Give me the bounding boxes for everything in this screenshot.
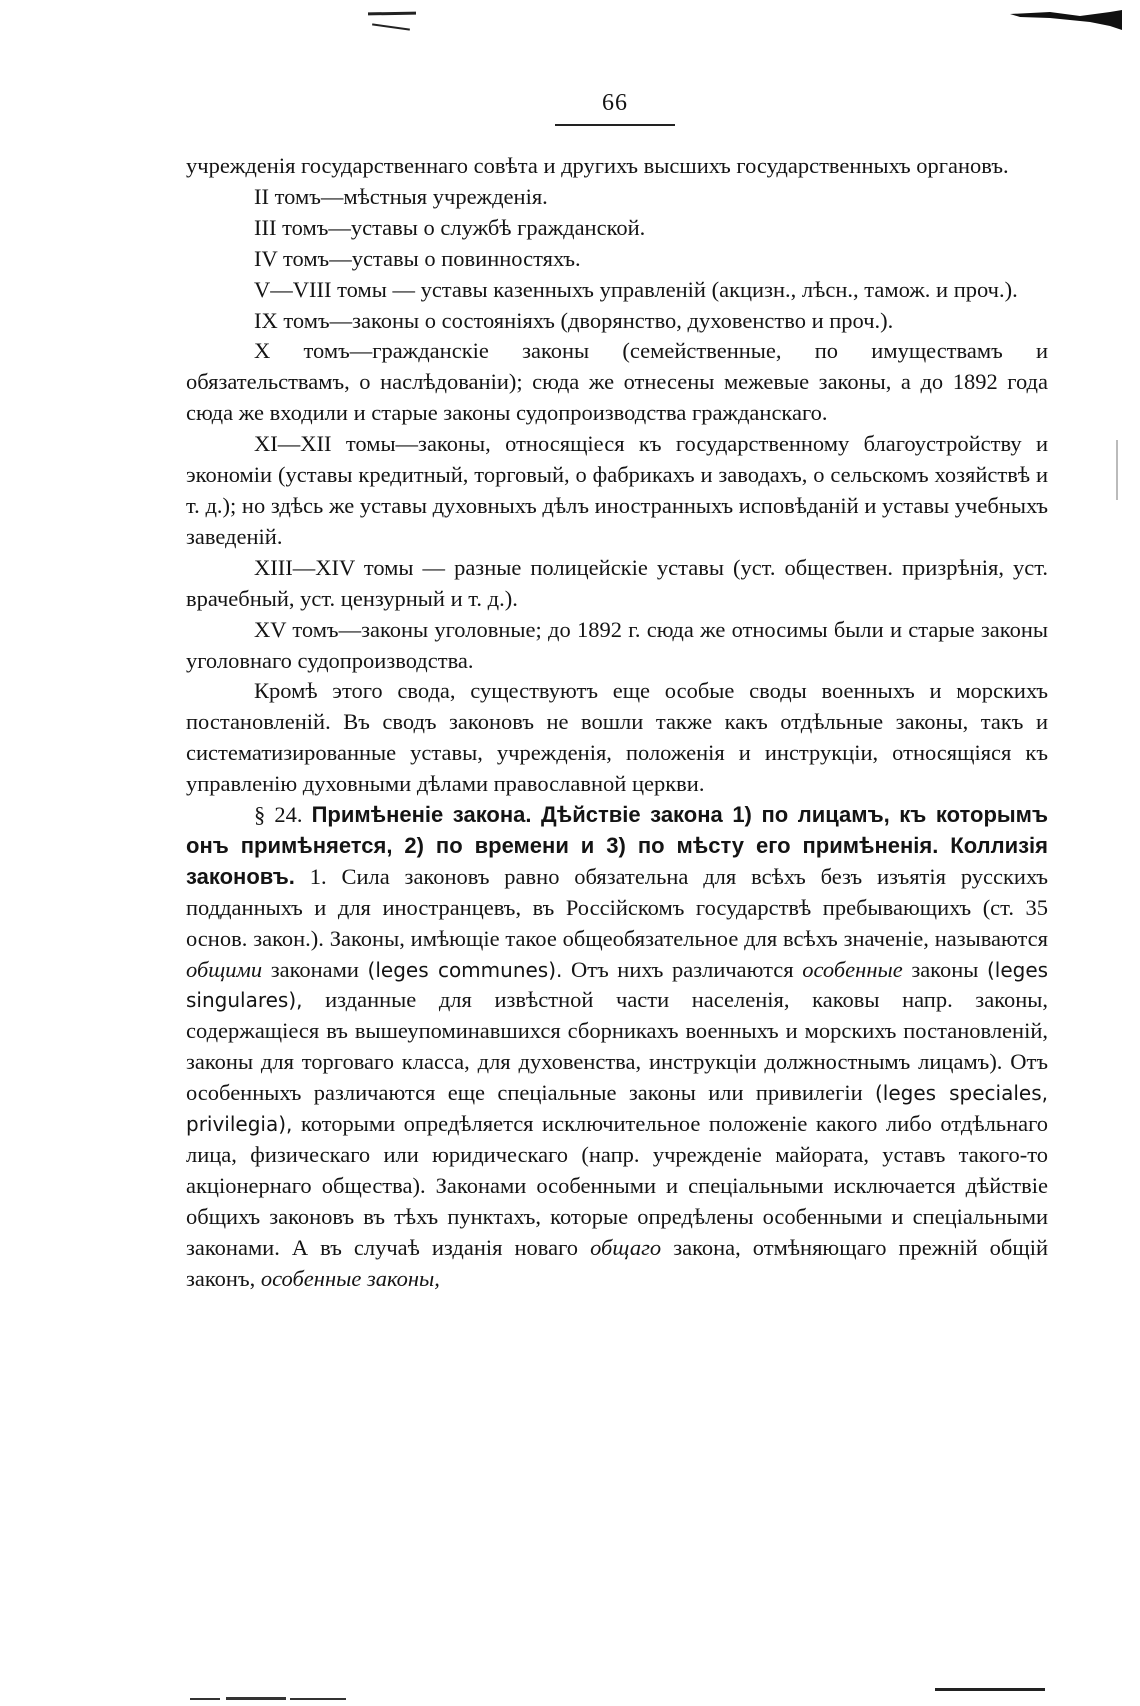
italic-term-general-gen: общаго: [590, 1234, 662, 1260]
scan-mark-top-left-slant: [372, 23, 410, 30]
italic-term-general: общими: [186, 956, 263, 982]
paragraph-vol-4: IV томъ—уставы о повинностяхъ.: [254, 245, 581, 271]
page-number-rule: [555, 124, 675, 126]
section-number: § 24.: [254, 802, 303, 828]
latin-term-singulares: (leges singulares),: [186, 957, 1049, 1013]
scan-mark-top-left: [368, 12, 416, 16]
scan-mark-right-edge: [1116, 440, 1118, 500]
paragraph-other-codes: Кромѣ этого свода, существуютъ еще особые своды военныхъ и морскихъ постановленій. Въ сводъ законовъ не вошли также какъ отдѣльные законы, такъ и систематизированные уставы, учрежденія, положенія и инструкціи, относящіяся къ управленію духовными дѣлами православной церкви.: [186, 678, 1048, 797]
page-body: [186, 151, 1048, 1295]
section-text-3: Отъ нихъ различаются: [570, 956, 794, 982]
scan-mark-bottom-left: [190, 1688, 346, 1692]
section-text-2: законами: [270, 956, 359, 982]
paragraph-vol-10: X томъ—гражданскіе законы (семейственные, по имуществамъ и обязательствамъ, о наслѣдованіи); сюда же отнесены межевые законы, а до 1892 года сюда же входили и старые законы судопроизводства гражданскаго.: [186, 338, 1048, 426]
paragraph-vol-2: II томъ—мѣстныя учрежденія.: [254, 183, 548, 209]
paragraph-vol-9: IX томъ—законы о состояніяхъ (дворянство, духовенство и проч.).: [254, 307, 894, 333]
scan-mark-bottom-right: [935, 1688, 1045, 1691]
paragraph-continuation: учрежденія государственнаго совѣта и другихъ высшихъ государственныхъ органовъ.: [186, 153, 1009, 178]
section-text-1: 1. Сила законовъ равно обязательна для всѣхъ безъ изъятія русскихъ подданныхъ и для иностранцевъ, въ Россійскомъ государствѣ пребывающихъ (ст. 35 основ. закон.). Законы, имѣющіе такое общеобязательное для всѣхъ значеніе, называются: [186, 863, 1049, 951]
section-24: [186, 800, 1048, 1295]
paragraph-vol-11-12: XI—XII томы—законы, относящіеся къ государственному благоустройству и экономіи (уставы кредитный, торговый, о фабрикахъ и заводахъ, о сельскомъ хозяйствѣ и т. д.); но здѣсь же уставы духовныхъ дѣлъ иностранныхъ исповѣданій и уставы учебныхъ заведеній.: [186, 431, 1048, 549]
section-text-7: закона, отмѣняющаго прежній общій законъ,: [186, 1234, 1048, 1291]
page-number: 66: [602, 90, 628, 116]
paragraph-vol-13-14: XIII—XIV томы — разные полицейскіе уставы (уст. обществен. призрѣнія, уст. врачебный, уст. цензурный и т. д.).: [186, 554, 1048, 611]
italic-term-special: особенные: [802, 956, 903, 982]
paragraph-vol-5-8: V—VIII томы — уставы казенныхъ управленій (акцизн., лѣсн., тамож. и проч.).: [254, 276, 1018, 302]
scan-mark-top-right: [1010, 8, 1122, 30]
section-text-6: которыми опредѣляется исключительное положеніе какого либо отдѣльнаго лица, физическаго или юридическаго (напр. учрежденіе майората, уставъ такого-то акціонернаго общества). Законами особенными и спеціальными исключается дѣйствіе общихъ законовъ въ тѣхъ пунктахъ, которые опредѣлены особенными и спеціальными законами. А въ случаѣ изданія новаго: [186, 1111, 1049, 1260]
latin-term-speciales: (leges speciales, privilegia),: [186, 1081, 1049, 1137]
latin-term-communes: (leges communes).: [367, 957, 563, 982]
section-text-5: изданные для извѣстной части населенія, каковы напр. законы, содержащіеся въ вышеупоминавшихся сборникахъ военныхъ и морскихъ постановленій, законы для торговаго класса, для духовенства, инструкціи должностнымъ лицамъ). Отъ особенныхъ различаются еще спеціальные законы или привилегіи: [186, 987, 1049, 1106]
section-heading: Примѣненіе закона. Дѣйствіе закона 1) по лицамъ, къ которымъ онъ примѣняется, 2) по времени и 3) по мѣсту его примѣненія. Коллизія законовъ.: [186, 802, 1048, 889]
paragraph-vol-3: III томъ—уставы о службѣ гражданской.: [254, 214, 646, 240]
section-text-4: законы: [911, 956, 979, 982]
paragraph-vol-15: XV томъ—законы уголовные; до 1892 г. сюда же относимы были и старые законы уголовнаго судопроизводства.: [186, 616, 1048, 673]
italic-term-special-laws: особенные законы,: [260, 1265, 440, 1291]
